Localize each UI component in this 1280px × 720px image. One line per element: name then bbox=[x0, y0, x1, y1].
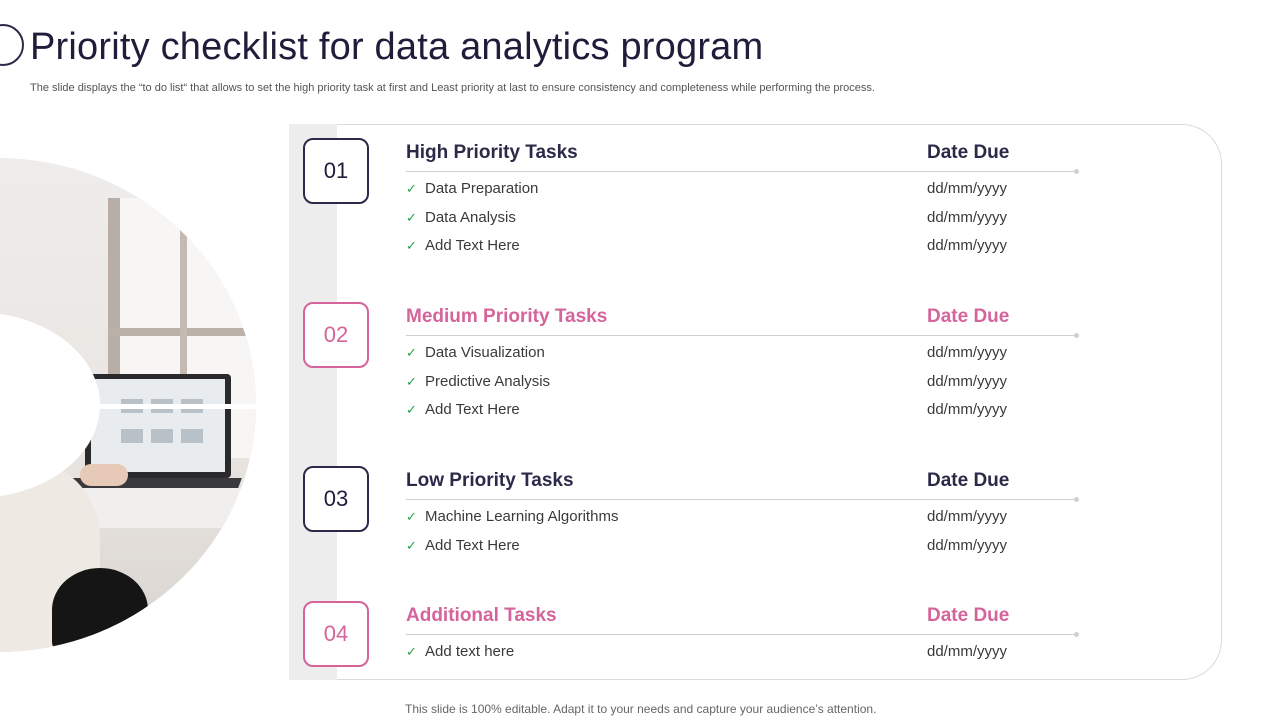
task-item bbox=[406, 508, 906, 525]
task-label: Data Visualization bbox=[425, 344, 545, 361]
photo-divider-line bbox=[100, 404, 260, 409]
divider-end-dot bbox=[1074, 497, 1079, 502]
section-divider bbox=[406, 634, 1078, 635]
task-due-date: dd/mm/yyyy bbox=[927, 401, 1008, 418]
section-number-badge: 01 bbox=[303, 138, 369, 204]
task-due-date: dd/mm/yyyy bbox=[927, 536, 1008, 554]
section-divider bbox=[406, 499, 1078, 500]
task-due-date: dd/mm/yyyy bbox=[927, 344, 1008, 361]
task-item bbox=[406, 209, 906, 226]
page-title: Priority checklist for data analytics program bbox=[30, 26, 764, 68]
task-due-date: dd/mm/yyyy bbox=[927, 372, 1008, 390]
footer-note: This slide is 100% editable. Adapt it to your needs and capture your audience’s attention. bbox=[405, 702, 877, 716]
date-due-heading: Date Due bbox=[927, 605, 1010, 626]
divider-end-dot bbox=[1074, 333, 1079, 338]
task-label: Data Preparation bbox=[425, 180, 539, 197]
section-heading: Low Priority Tasks bbox=[406, 470, 574, 491]
task-item bbox=[406, 643, 906, 660]
check-icon: ✓ bbox=[406, 402, 417, 417]
task-due-date: dd/mm/yyyy bbox=[927, 208, 1008, 226]
task-label: Data Analysis bbox=[425, 208, 516, 226]
title-ring-decoration bbox=[0, 24, 24, 66]
section-heading: High Priority Tasks bbox=[406, 142, 578, 163]
task-due-date: dd/mm/yyyy bbox=[927, 180, 1008, 197]
section-heading: Additional Tasks bbox=[406, 605, 557, 626]
section-number-badge: 03 bbox=[303, 466, 369, 532]
section-number-badge: 04 bbox=[303, 601, 369, 667]
page-subtitle: The slide displays the “to do list“ that allows to set the high priority task at first and Least priority at last to ensure consistency and completeness while performing the process. bbox=[30, 82, 875, 94]
task-label: Add Text Here bbox=[425, 401, 520, 418]
check-icon: ✓ bbox=[406, 537, 417, 553]
task-label: Add text here bbox=[425, 643, 515, 660]
task-label: Add Text Here bbox=[425, 536, 520, 554]
date-due-heading: Date Due bbox=[927, 470, 1010, 491]
check-icon: ✓ bbox=[406, 373, 417, 389]
check-icon: ✓ bbox=[406, 238, 417, 253]
check-icon: ✓ bbox=[406, 644, 417, 659]
check-icon: ✓ bbox=[406, 209, 417, 225]
task-item bbox=[406, 537, 906, 554]
task-label: Predictive Analysis bbox=[425, 372, 551, 390]
section-divider bbox=[406, 171, 1078, 172]
date-due-heading: Date Due bbox=[927, 142, 1010, 163]
task-label: Machine Learning Algorithms bbox=[425, 508, 619, 525]
task-due-date: dd/mm/yyyy bbox=[927, 643, 1008, 660]
task-item bbox=[406, 373, 906, 390]
check-icon: ✓ bbox=[406, 181, 417, 196]
check-icon: ✓ bbox=[406, 509, 417, 524]
section-heading: Medium Priority Tasks bbox=[406, 306, 608, 327]
check-icon: ✓ bbox=[406, 345, 417, 360]
task-item bbox=[406, 401, 906, 418]
task-item bbox=[406, 344, 906, 361]
task-item bbox=[406, 180, 906, 197]
section-number-badge: 02 bbox=[303, 302, 369, 368]
divider-end-dot bbox=[1074, 169, 1079, 174]
task-due-date: dd/mm/yyyy bbox=[927, 508, 1008, 525]
divider-end-dot bbox=[1074, 632, 1079, 637]
date-due-heading: Date Due bbox=[927, 306, 1010, 327]
task-label: Add Text Here bbox=[425, 237, 520, 254]
task-due-date: dd/mm/yyyy bbox=[927, 237, 1008, 254]
task-item bbox=[406, 237, 906, 254]
laptop-illustration bbox=[85, 374, 231, 478]
section-divider bbox=[406, 335, 1078, 336]
